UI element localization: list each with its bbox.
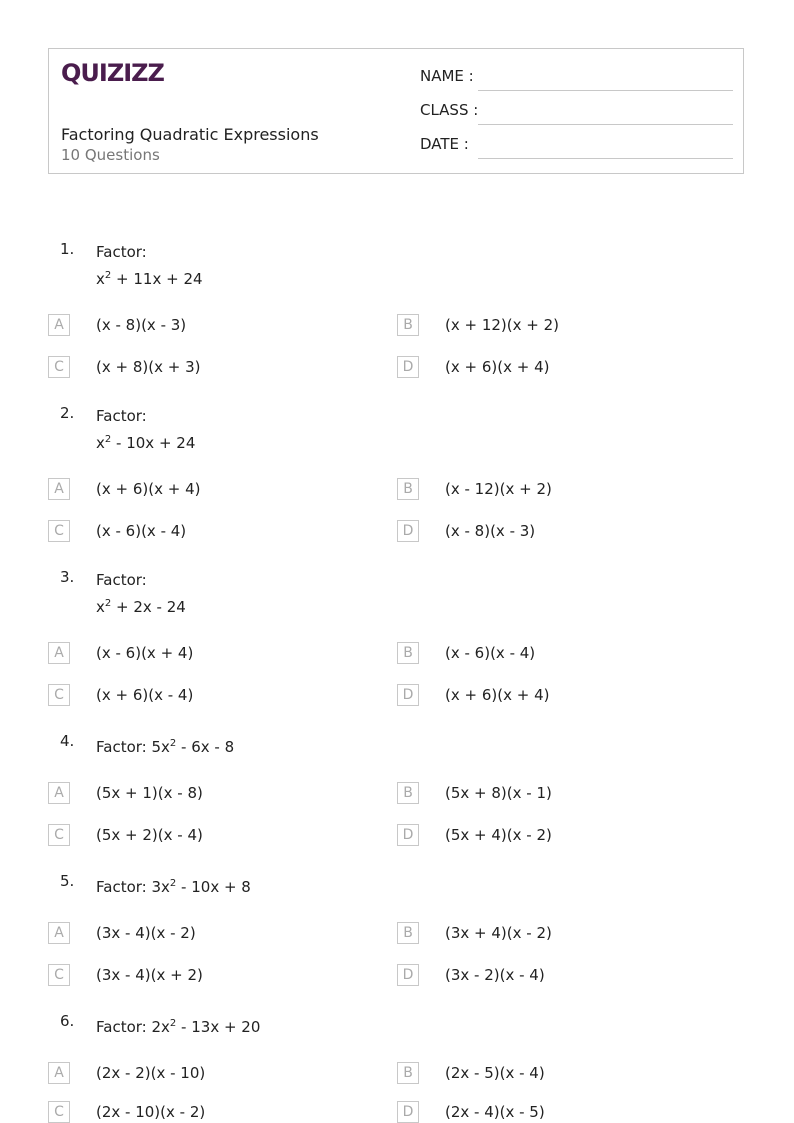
option-a-box[interactable]: A	[48, 478, 70, 500]
option-b-text: (2x - 5)(x - 4)	[445, 1064, 545, 1082]
expr-base: x	[96, 598, 105, 616]
class-field[interactable]	[420, 101, 733, 125]
option-c-text: (5x + 2)(x - 4)	[96, 826, 203, 844]
option-c-box[interactable]: C	[48, 964, 70, 986]
option-b-box[interactable]: B	[397, 1062, 419, 1084]
question-prompt	[96, 240, 203, 291]
option-d-box[interactable]: D	[397, 964, 419, 986]
option-a-text: (3x - 4)(x - 2)	[96, 924, 196, 942]
expr-exponent: 2	[169, 878, 177, 889]
option-a-box[interactable]: A	[48, 782, 70, 804]
expr-exponent: 2	[169, 1018, 177, 1029]
option-a-text: (2x - 2)(x - 10)	[96, 1064, 206, 1082]
worksheet-header	[48, 48, 744, 174]
prompt-text: Factor: 3x	[96, 878, 170, 896]
question-number: 6.	[60, 1012, 75, 1030]
expr-base: x	[96, 434, 105, 452]
option-b-text: (x - 6)(x - 4)	[445, 644, 536, 662]
expr-rest: + 11x + 24	[111, 270, 203, 288]
question-prompt	[96, 872, 251, 899]
option-d-text: (x + 6)(x + 4)	[445, 358, 550, 376]
class-line[interactable]	[478, 124, 733, 125]
name-field[interactable]	[420, 67, 733, 91]
prompt-text: Factor:	[96, 407, 147, 425]
option-d-text: (x + 6)(x + 4)	[445, 686, 550, 704]
option-d-text: (5x + 4)(x - 2)	[445, 826, 552, 844]
option-c-box[interactable]: C	[48, 520, 70, 542]
option-c-box[interactable]: C	[48, 824, 70, 846]
expr-rest: + 2x - 24	[111, 598, 186, 616]
option-a-text: (x + 6)(x + 4)	[96, 480, 201, 498]
option-b-box[interactable]: B	[397, 314, 419, 336]
expr-rest: - 10x + 8	[176, 878, 251, 896]
option-b-text: (x - 12)(x + 2)	[445, 480, 552, 498]
question-number: 4.	[60, 732, 75, 750]
option-d-box[interactable]: D	[397, 520, 419, 542]
question-number: 3.	[60, 568, 75, 586]
option-d-box[interactable]: D	[397, 1101, 419, 1123]
option-d-box[interactable]: D	[397, 684, 419, 706]
option-a-text: (x - 8)(x - 3)	[96, 316, 187, 334]
option-d-text: (3x - 2)(x - 4)	[445, 966, 545, 984]
option-a-box[interactable]: A	[48, 314, 70, 336]
date-line[interactable]	[478, 158, 733, 159]
option-c-text: (x + 6)(x - 4)	[96, 686, 194, 704]
question-number: 1.	[60, 240, 75, 258]
option-b-text: (x + 12)(x + 2)	[445, 316, 560, 334]
option-c-box[interactable]: C	[48, 356, 70, 378]
expr-exponent: 2	[104, 434, 112, 445]
option-c-text: (x + 8)(x + 3)	[96, 358, 201, 376]
question-prompt	[96, 568, 186, 619]
expr-rest: - 13x + 20	[176, 1018, 261, 1036]
prompt-text: Factor: 5x	[96, 738, 170, 756]
expr-rest: - 6x - 8	[176, 738, 235, 756]
option-d-box[interactable]: D	[397, 824, 419, 846]
class-label: CLASS :	[420, 101, 479, 119]
option-c-box[interactable]: C	[48, 684, 70, 706]
question-prompt	[96, 404, 195, 455]
expr-exponent: 2	[169, 738, 177, 749]
question-number: 2.	[60, 404, 75, 422]
date-field[interactable]	[420, 135, 733, 159]
worksheet-title: Factoring Quadratic Expressions	[61, 125, 319, 144]
option-b-box[interactable]: B	[397, 922, 419, 944]
option-c-text: (x - 6)(x - 4)	[96, 522, 187, 540]
expr-exponent: 2	[104, 598, 112, 609]
option-d-text: (2x - 4)(x - 5)	[445, 1103, 545, 1121]
option-a-box[interactable]: A	[48, 642, 70, 664]
expr-base: x	[96, 270, 105, 288]
option-d-box[interactable]: D	[397, 356, 419, 378]
quizizz-logo: QUIZIZZ	[61, 59, 164, 87]
option-c-text: (2x - 10)(x - 2)	[96, 1103, 206, 1121]
option-c-text: (3x - 4)(x + 2)	[96, 966, 203, 984]
question-number: 5.	[60, 872, 75, 890]
option-b-text: (5x + 8)(x - 1)	[445, 784, 552, 802]
option-b-box[interactable]: B	[397, 782, 419, 804]
expr-exponent: 2	[104, 270, 112, 281]
option-a-text: (x - 6)(x + 4)	[96, 644, 194, 662]
option-c-box[interactable]: C	[48, 1101, 70, 1123]
name-label: NAME :	[420, 67, 474, 85]
option-a-box[interactable]: A	[48, 1062, 70, 1084]
option-d-text: (x - 8)(x - 3)	[445, 522, 536, 540]
prompt-text: Factor:	[96, 243, 147, 261]
prompt-text: Factor:	[96, 571, 147, 589]
option-a-box[interactable]: A	[48, 922, 70, 944]
option-b-box[interactable]: B	[397, 478, 419, 500]
question-count: 10 Questions	[61, 146, 160, 164]
option-b-text: (3x + 4)(x - 2)	[445, 924, 552, 942]
question-prompt	[96, 732, 234, 759]
prompt-text: Factor: 2x	[96, 1018, 170, 1036]
option-b-box[interactable]: B	[397, 642, 419, 664]
option-a-text: (5x + 1)(x - 8)	[96, 784, 203, 802]
date-label: DATE :	[420, 135, 469, 153]
name-line[interactable]	[478, 90, 733, 91]
question-prompt	[96, 1012, 260, 1039]
expr-rest: - 10x + 24	[111, 434, 196, 452]
